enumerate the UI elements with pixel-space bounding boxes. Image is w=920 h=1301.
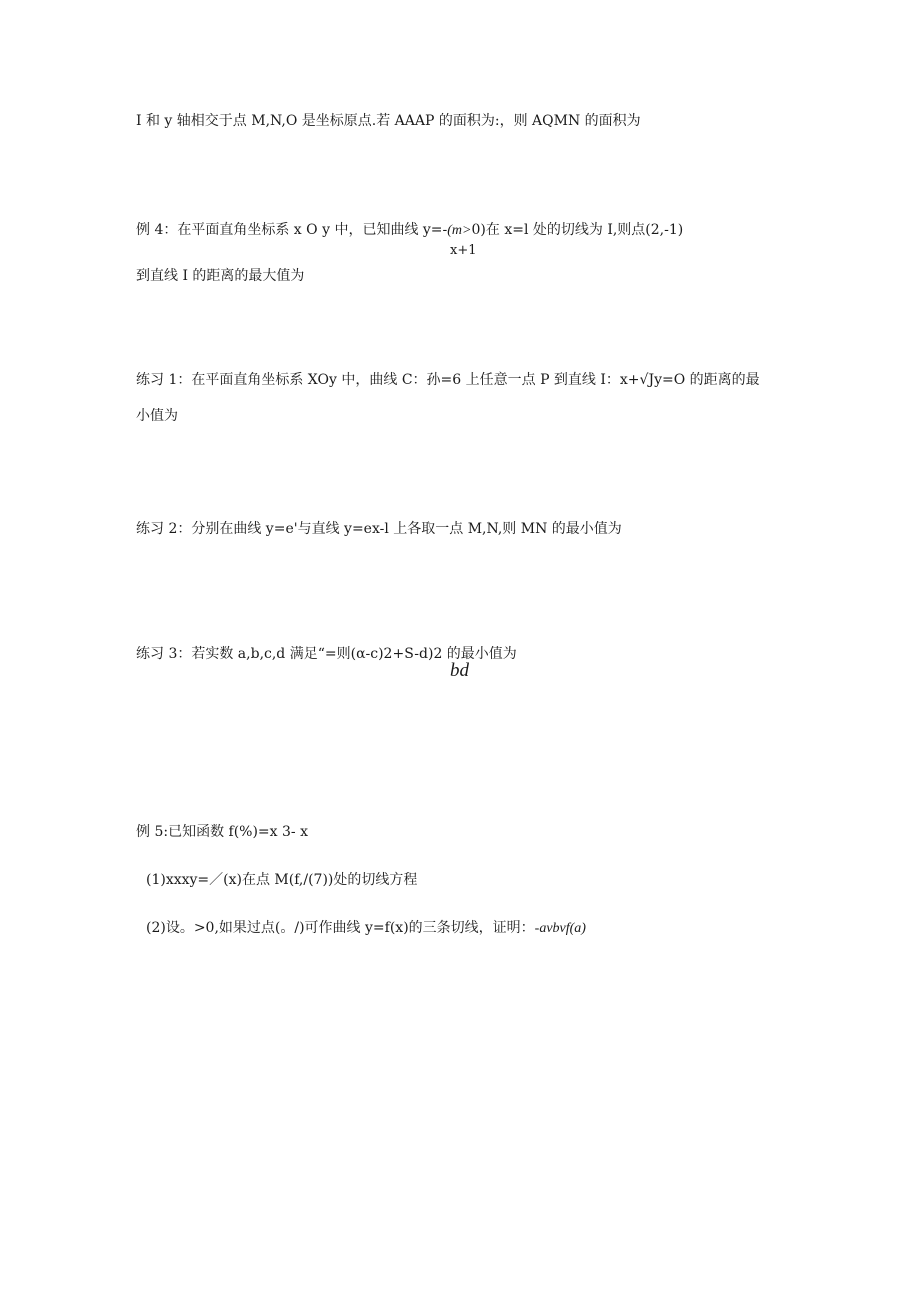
problem-text-line-1: I 和 y 轴相交于点 M,N,O 是坐标原点.若 AAAP 的面积为:，则 AQMN 的面积为: [136, 113, 641, 129]
example-4-italic-m: (m>: [447, 223, 472, 238]
example-5-part-2-formula: -avbvf(a): [534, 921, 586, 936]
practice-1-line-1: 练习 1：在平面直角坐标系 XOy 中，曲线 C：孙=6 上任意一点 P 到直线 I：x+√Jy=O 的距离的最: [136, 372, 760, 388]
example-5-heading: 例 5:已知函数 f(%)=x 3- x: [136, 824, 308, 840]
example-4-line-1: [136, 221, 683, 240]
practice-2-line: 练习 2：分别在曲线 y=e'与直线 y=ex-l 上各取一点 M,N,则 MN 的最小值为: [136, 521, 622, 537]
practice-3-line: 练习 3：若实数 a,b,c,d 满足“=则(α-c)2+S-d)2 的最小值为: [136, 646, 517, 662]
practice-3-fraction-bd: bd: [450, 660, 469, 681]
example-4-text-a: 例 4：在平面直角坐标系 x O y 中，已知曲线 y=-: [136, 222, 448, 238]
example-5-part-1: (1)xxxy=／(x)在点 M(f,/(7))处的切线方程: [146, 872, 418, 888]
example-5-part-2: [146, 919, 586, 938]
example-4-denominator: x+1: [450, 243, 477, 258]
practice-1-line-2: 小值为: [136, 408, 178, 424]
example-4-text-c: 0)在 x=l 处的切线为 I,则点(2,-1): [471, 222, 684, 238]
example-4-line-2: 到直线 I 的距离的最大值为: [136, 268, 305, 284]
example-5-part-2-text: (2)设。>0,如果过点(。/)可作曲线 y=f(x)的三条切线，证明：: [146, 920, 535, 936]
